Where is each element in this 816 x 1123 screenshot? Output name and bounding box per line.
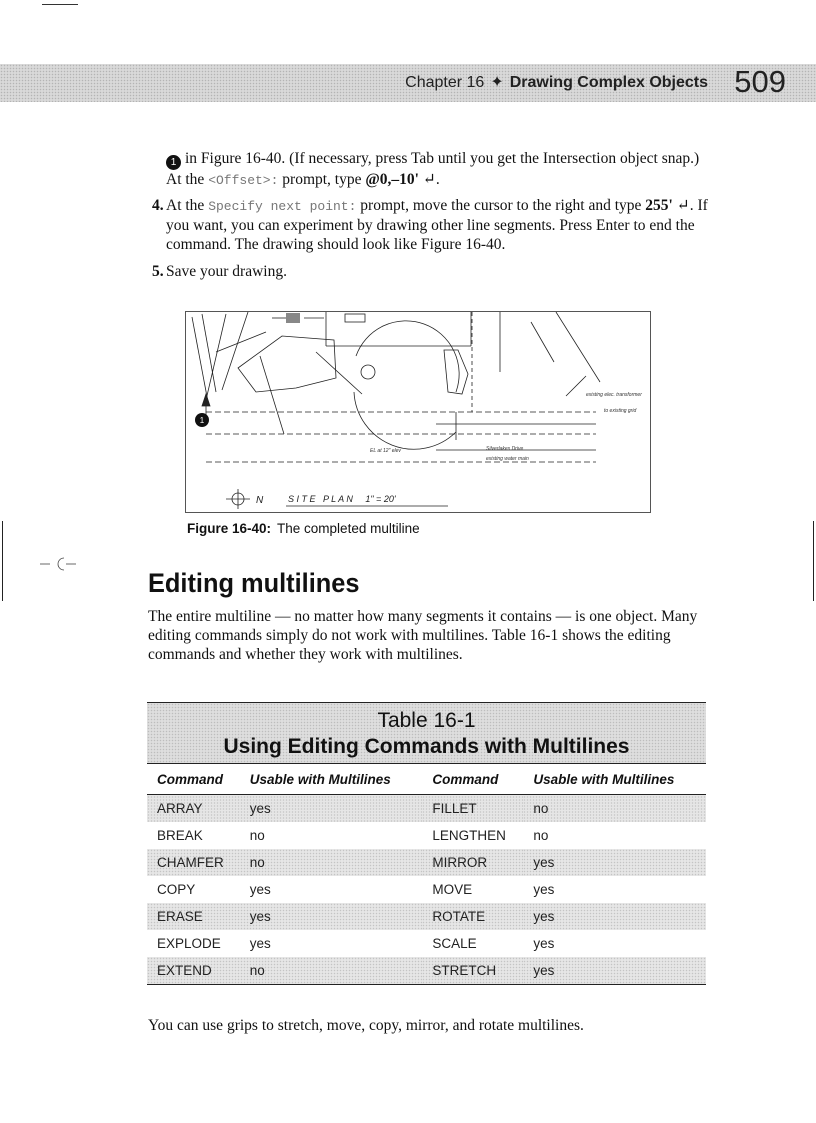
margin-rule-left <box>2 521 3 601</box>
table-cell: no <box>533 828 549 843</box>
closing-paragraph: You can use grips to stretch, move, copy, mirror, and rotate multilines. <box>148 1017 584 1034</box>
page-number: 509 <box>734 64 786 99</box>
table-row <box>147 903 706 930</box>
table-cell: EXTEND <box>147 957 240 985</box>
callout-1-icon: 1 <box>166 155 181 170</box>
table-cell: yes <box>533 882 555 897</box>
table-cell: ARRAY <box>147 795 240 823</box>
step-text: ↵. If you want, you can experiment by drawing other line segments. Press Enter to end the command. The drawing should look like Figure 16-40. <box>166 197 708 253</box>
annotation-text: EL at 12" elev <box>370 448 401 454</box>
site-plan-drawing <box>186 312 650 512</box>
prompt-text: Specify next point: <box>208 199 357 214</box>
annotation-text: existing elec. transformer <box>586 392 642 398</box>
running-header-text <box>405 72 708 92</box>
step-text: prompt, move the cursor to the right and type <box>360 197 642 214</box>
column-header: Command <box>422 764 523 795</box>
margin-rule-right <box>813 521 814 601</box>
table-row <box>147 795 706 823</box>
table-row <box>147 957 706 985</box>
table-cell: yes <box>240 795 423 823</box>
column-header: Usable with Multilines <box>240 764 423 795</box>
step-number: 5. <box>152 263 164 280</box>
table-cell: BREAK <box>157 828 203 843</box>
north-label: N <box>256 495 264 506</box>
table-cell: COPY <box>157 882 196 897</box>
drawing-line <box>316 352 362 394</box>
typed-input-text: 255' <box>645 197 673 214</box>
table-cell: SCALE <box>432 936 477 951</box>
table-cell: yes <box>249 882 271 897</box>
table-cell: no <box>240 957 423 985</box>
table-cell: LENGTHEN <box>432 828 506 843</box>
drawing-line <box>556 312 600 382</box>
drawing-line <box>216 332 266 352</box>
label-box <box>345 314 365 322</box>
table-cell: ERASE <box>147 903 240 930</box>
prompt-text: <Offset>: <box>208 173 279 188</box>
diamond-star-icon: ✦ <box>490 74 504 91</box>
table-header-row <box>147 764 706 795</box>
annotation-text: existing water main <box>486 456 529 462</box>
crop-mark-icon <box>40 552 76 576</box>
drawing-line <box>531 322 554 362</box>
table-cell: no <box>523 795 706 823</box>
annotation-text: to existing grid <box>604 408 637 414</box>
column-header: Command <box>147 764 240 795</box>
annotation-text: Silverlakes Drive <box>486 446 524 452</box>
step-text: At the <box>166 197 205 214</box>
top-rule <box>42 4 78 5</box>
table-16-1 <box>147 702 706 985</box>
step-3-continuation <box>166 149 711 190</box>
step-text: prompt, type <box>282 171 362 188</box>
table-row <box>147 876 706 903</box>
table-row <box>147 849 706 876</box>
chapter-title: Drawing Complex Objects <box>509 74 708 91</box>
step-4 <box>152 196 711 254</box>
paved-area-outline <box>238 336 336 392</box>
figure-callout-number: 1 <box>199 416 205 425</box>
step-text: Save your drawing. <box>166 263 287 280</box>
table-cell: EXPLODE <box>157 936 221 951</box>
table-cell: MIRROR <box>422 849 523 876</box>
table-cell: yes <box>533 936 555 951</box>
figure-caption <box>187 521 420 536</box>
table-number: Table 16-1 <box>377 709 476 732</box>
section-heading: Editing multilines <box>148 568 360 598</box>
curve-line <box>356 321 459 392</box>
step-5 <box>152 262 711 281</box>
drawing-line <box>260 356 284 434</box>
table-cell: FILLET <box>422 795 523 823</box>
step-text: in Figure 16-40. (If necessary, press Tab until you get the Intersection object snap.) At the <box>166 150 700 188</box>
site-plan-figure <box>185 311 651 513</box>
table-cell: no <box>240 849 423 876</box>
step-number: 4. <box>152 197 164 214</box>
table-cell: yes <box>249 936 271 951</box>
table-heading <box>147 702 706 763</box>
drawing-line <box>222 312 248 390</box>
curve-line <box>354 392 456 449</box>
section-paragraph: The entire multiline — no matter how many segments it contains — is one object. Many editing commands simply do not work with multilines. Table 16-1 shows the editing commands and whether they work with multilines. <box>148 608 698 663</box>
table-row <box>147 822 706 849</box>
drawing-line <box>192 317 208 402</box>
enter-key-icon: ↵. <box>422 171 440 188</box>
table-cell: yes <box>240 903 423 930</box>
table-cell: ROTATE <box>422 903 523 930</box>
table-cell: STRETCH <box>422 957 523 985</box>
detail-circle <box>361 365 375 379</box>
drawing-line <box>566 376 586 396</box>
table-cell: yes <box>523 903 706 930</box>
hatched-block <box>286 313 300 323</box>
table-cell: no <box>249 828 265 843</box>
figure-label: Figure 16-40: <box>187 521 272 536</box>
table-cell: MOVE <box>432 882 473 897</box>
arrowhead <box>202 394 210 406</box>
table-cell: yes <box>523 849 706 876</box>
site-plan-label: S I T E P L A N 1" = 20' <box>288 494 396 504</box>
column-header: Usable with Multilines <box>523 764 706 795</box>
chapter-label: Chapter 16 <box>405 74 485 91</box>
table-cell: yes <box>523 957 706 985</box>
table-cell: CHAMFER <box>147 849 240 876</box>
table-row <box>147 930 706 957</box>
typed-input-text: @0,–10' <box>365 171 419 188</box>
table-title: Using Editing Commands with Multilines <box>223 735 630 758</box>
commands-table <box>147 763 706 985</box>
figure-caption-text: The completed multiline <box>277 521 420 536</box>
